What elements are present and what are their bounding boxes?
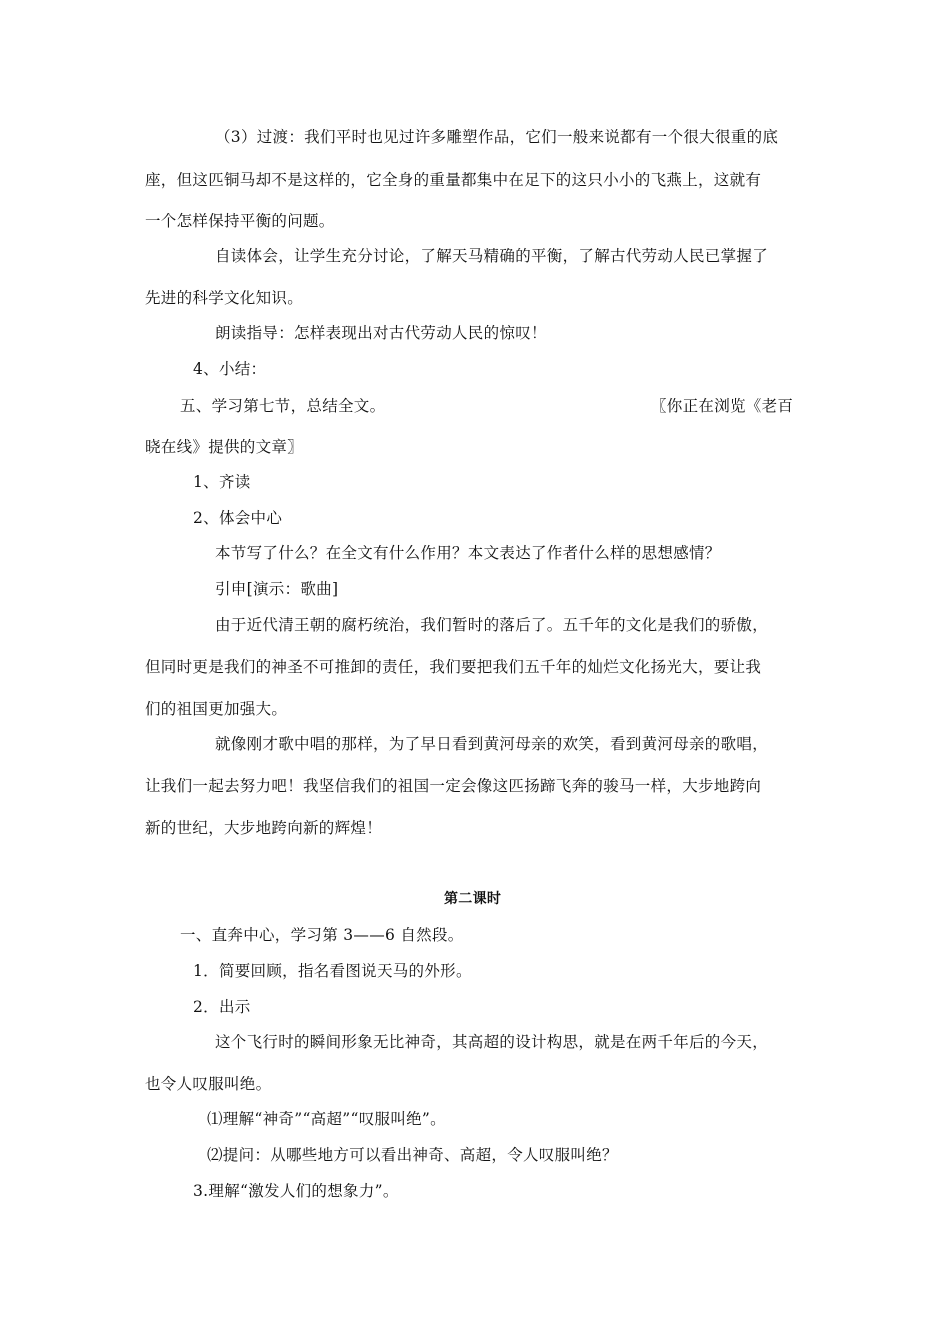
paragraph-history-line2: 但同时更是我们的神圣不可推卸的责任，我们要把我们五千年的灿烂文化扬光大，要让我 xyxy=(145,658,762,676)
paragraph-show: 2．出示 xyxy=(193,998,251,1016)
paragraph-questions: 本节写了什么？在全文有什么作用？本文表达了作者什么样的思想感情？ xyxy=(215,544,721,562)
paragraph-transition-line1: （3）过渡：我们平时也见过许多雕塑作品，它们一般来说都有一个很大很重的底 xyxy=(215,128,779,146)
paragraph-extension: 引申[演示：歌曲] xyxy=(215,580,339,598)
section-heading-second-lesson: 第二课时 xyxy=(444,891,502,907)
paragraph-brief-review: 1．简要回顾，指名看图说天马的外形。 xyxy=(193,962,472,980)
paragraph-history-line1: 由于近代清王朝的腐朽统治，我们暂时的落后了。五千年的文化是我们的骄傲， xyxy=(215,616,769,634)
paragraph-go-center: 一、直奔中心，学习第 3——6 自然段。 xyxy=(180,926,464,944)
paragraph-history-line3: 们的祖国更加强大。 xyxy=(145,700,288,718)
source-note-line2: 晓在线》提供的文章〗 xyxy=(145,438,304,456)
paragraph-flight-line1: 这个飞行时的瞬间形象无比神奇，其高超的设计构思，就是在两千年后的今天， xyxy=(215,1033,769,1051)
paragraph-conclusion-line2: 让我们一起去努力吧！我坚信我们的祖国一定会像这匹扬蹄飞奔的骏马一样，大步地跨向 xyxy=(145,777,762,795)
paragraph-selfread-line1: 自读体会，让学生充分讨论，了解天马精确的平衡，了解古代劳动人民已掌握了 xyxy=(215,247,769,265)
paragraph-selfread-line2: 先进的科学文化知识。 xyxy=(145,289,304,307)
paragraph-summary: 4、小结： xyxy=(193,360,267,378)
paragraph-ask-question: ⑵提问：从哪些地方可以看出神奇、高超，令人叹服叫绝？ xyxy=(207,1146,618,1164)
list-item-read-together: 1、齐读 xyxy=(193,473,251,491)
paragraph-flight-line2: 也令人叹服叫绝。 xyxy=(145,1075,272,1093)
paragraph-section-five: 五、学习第七节，总结全文。 xyxy=(180,397,386,415)
paragraph-reading-guide: 朗读指导：怎样表现出对古代劳动人民的惊叹！ xyxy=(215,324,547,342)
paragraph-transition-line2: 座，但这匹铜马却不是这样的，它全身的重量都集中在足下的这只小小的飞燕上，这就有 xyxy=(145,171,762,189)
paragraph-conclusion-line3: 新的世纪，大步地跨向新的辉煌！ xyxy=(145,819,383,837)
list-item-understand-center: 2、体会中心 xyxy=(193,509,283,527)
paragraph-transition-line3: 一个怎样保持平衡的问题。 xyxy=(145,212,335,230)
paragraph-conclusion-line1: 就像刚才歌中唱的那样，为了早日看到黄河母亲的欢笑，看到黄河母亲的歌唱， xyxy=(215,735,769,753)
paragraph-imagination: 3.理解“激发人们的想象力”。 xyxy=(193,1182,399,1200)
source-note-line1: 〖你正在浏览《老百 xyxy=(651,397,794,415)
paragraph-understand-words: ⑴理解“神奇”“高超”“叹服叫绝”。 xyxy=(207,1110,446,1128)
